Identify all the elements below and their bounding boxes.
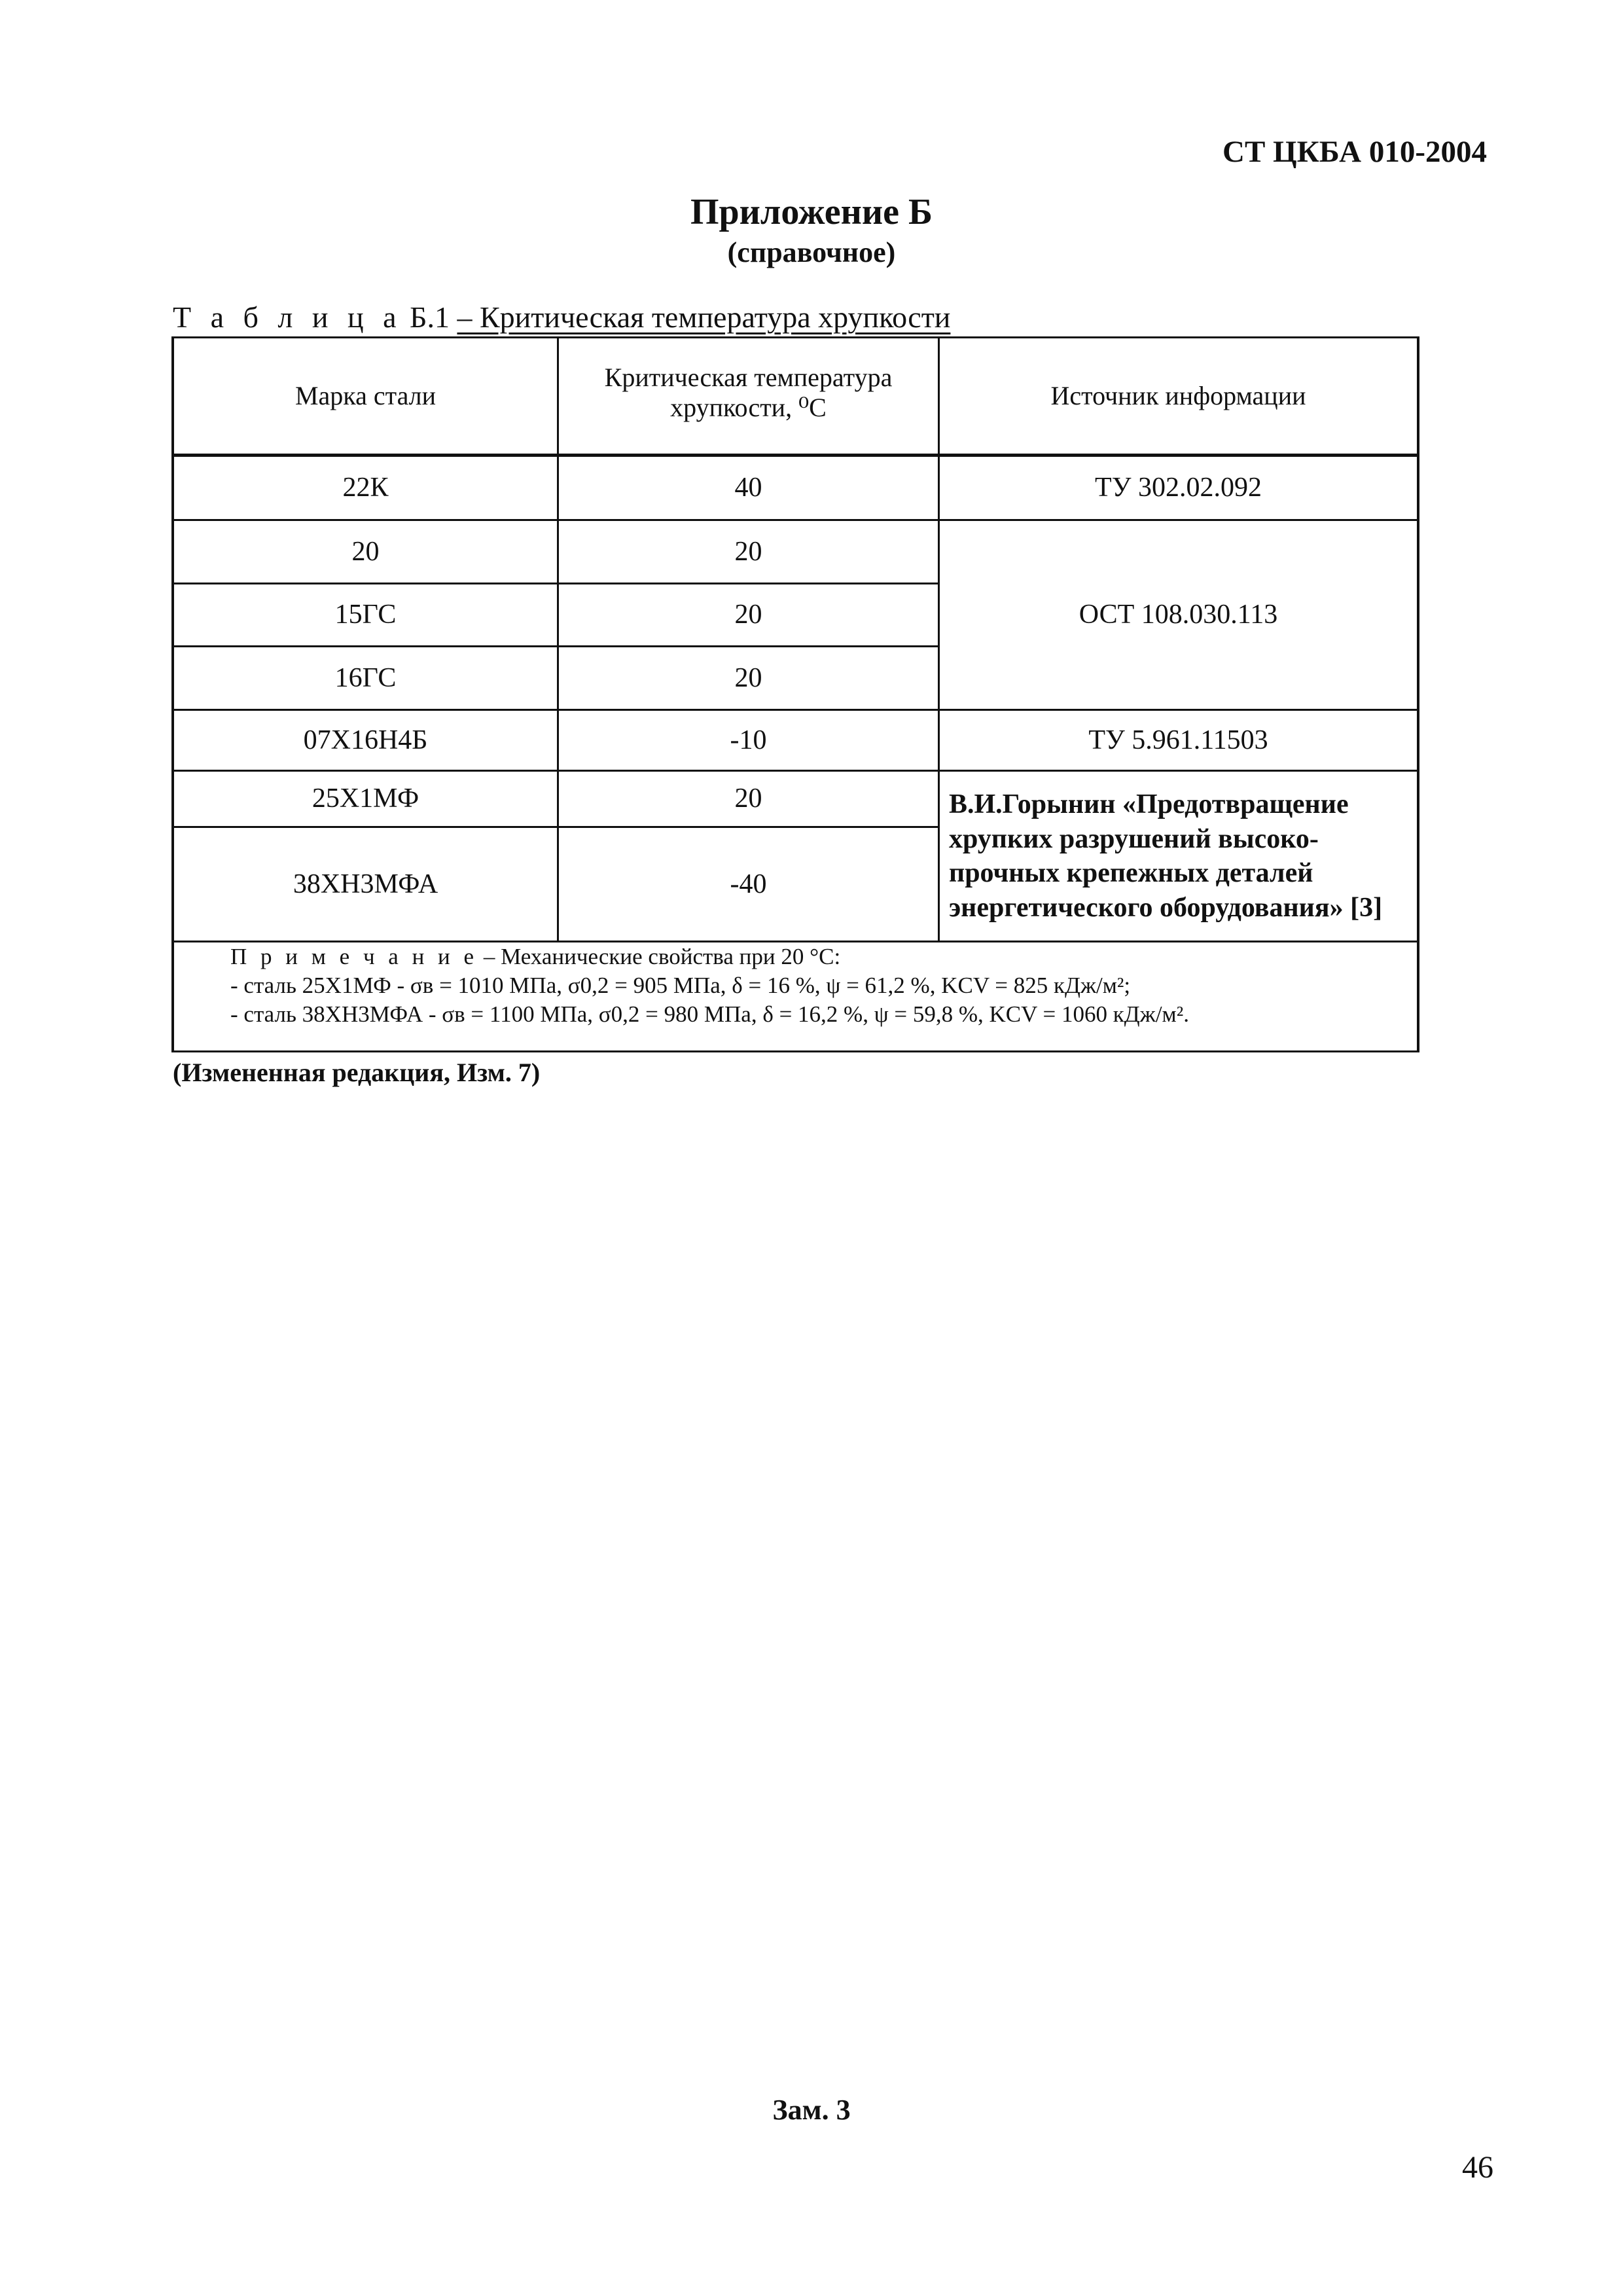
table-cell-steel: 22К bbox=[342, 473, 389, 503]
table-cell-source: ТУ 5.961.11503 bbox=[1088, 725, 1268, 755]
table-cell-steel: 07Х16Н4Б bbox=[303, 725, 428, 755]
table-border-bottom bbox=[171, 1050, 1419, 1052]
table-note-line: - сталь 38ХН3МФА - σв = 1100 МПа, σ0,2 = 980 МПа, δ = 16,2 %, ψ = 59,8 %, KCV = 1060 кДж/м². bbox=[230, 1001, 1189, 1027]
appendix-subtitle: (справочное) bbox=[727, 236, 896, 268]
appendix-title: Приложение Б bbox=[690, 192, 933, 232]
column-header-steel: Марка стали bbox=[294, 381, 437, 410]
table-border-right bbox=[1417, 337, 1419, 1052]
table-cell-temperature: 20 bbox=[734, 536, 762, 567]
table-cell-temperature: -10 bbox=[730, 725, 767, 755]
page-number: 46 bbox=[1462, 2150, 1493, 2185]
table-cell-temperature: 20 bbox=[734, 600, 762, 630]
table-cell-temperature: 20 bbox=[734, 662, 762, 693]
table-caption bbox=[173, 300, 950, 334]
table-cell-source-reference: В.И.Горынин «Предотвращение хрупких разрушений высоко-прочных крепежных деталей энергетического оборудования» [3] bbox=[949, 789, 1383, 923]
column-header-temperature bbox=[559, 338, 938, 454]
table-cell-steel: 25Х1МФ bbox=[312, 783, 419, 814]
table-cell-steel: 16ГС bbox=[334, 662, 397, 693]
table-caption-number: Б.1 bbox=[410, 300, 450, 334]
table-note-label: П р и м е ч а н и е bbox=[230, 944, 478, 969]
column-header-source: Источник информации bbox=[1050, 381, 1306, 410]
change-number: Зам. 3 bbox=[772, 2094, 851, 2126]
table-cell-source-merged: ОСТ 108.030.113 bbox=[1079, 600, 1278, 630]
table-caption-text: – Критическая температура хрупкости bbox=[457, 300, 951, 334]
table-note-heading bbox=[230, 942, 1408, 971]
table-note bbox=[230, 942, 1408, 1029]
table-cell-steel: 15ГС bbox=[334, 600, 397, 630]
table-cell-steel: 20 bbox=[351, 536, 380, 567]
table-cell-temperature: 40 bbox=[734, 473, 762, 503]
amended-edition-note: (Измененная редакция, Изм. 7) bbox=[173, 1058, 541, 1087]
table-cell-steel: 38ХН3МФА bbox=[293, 869, 438, 899]
table-note-line: - сталь 25Х1МФ - σв = 1010 МПа, σ0,2 = 905 МПа, δ = 16 %, ψ = 61,2 %, KCV = 825 кДж/м²; bbox=[230, 973, 1131, 998]
table-cell-temperature: -40 bbox=[730, 869, 767, 899]
document-code: СТ ЦКБА 010-2004 bbox=[1222, 135, 1487, 169]
column-header-temperature-unit: ⁰С bbox=[798, 393, 827, 422]
table-cell-source: ТУ 302.02.092 bbox=[1095, 473, 1262, 503]
table-note-intro: – Механические свойства при 20 °С: bbox=[483, 944, 841, 969]
column-header-temperature-label: Критическая температура хрупкости, bbox=[604, 363, 893, 422]
table-cell-temperature: 20 bbox=[734, 783, 762, 814]
table-caption-label: Т а б л и ц а bbox=[173, 300, 402, 334]
